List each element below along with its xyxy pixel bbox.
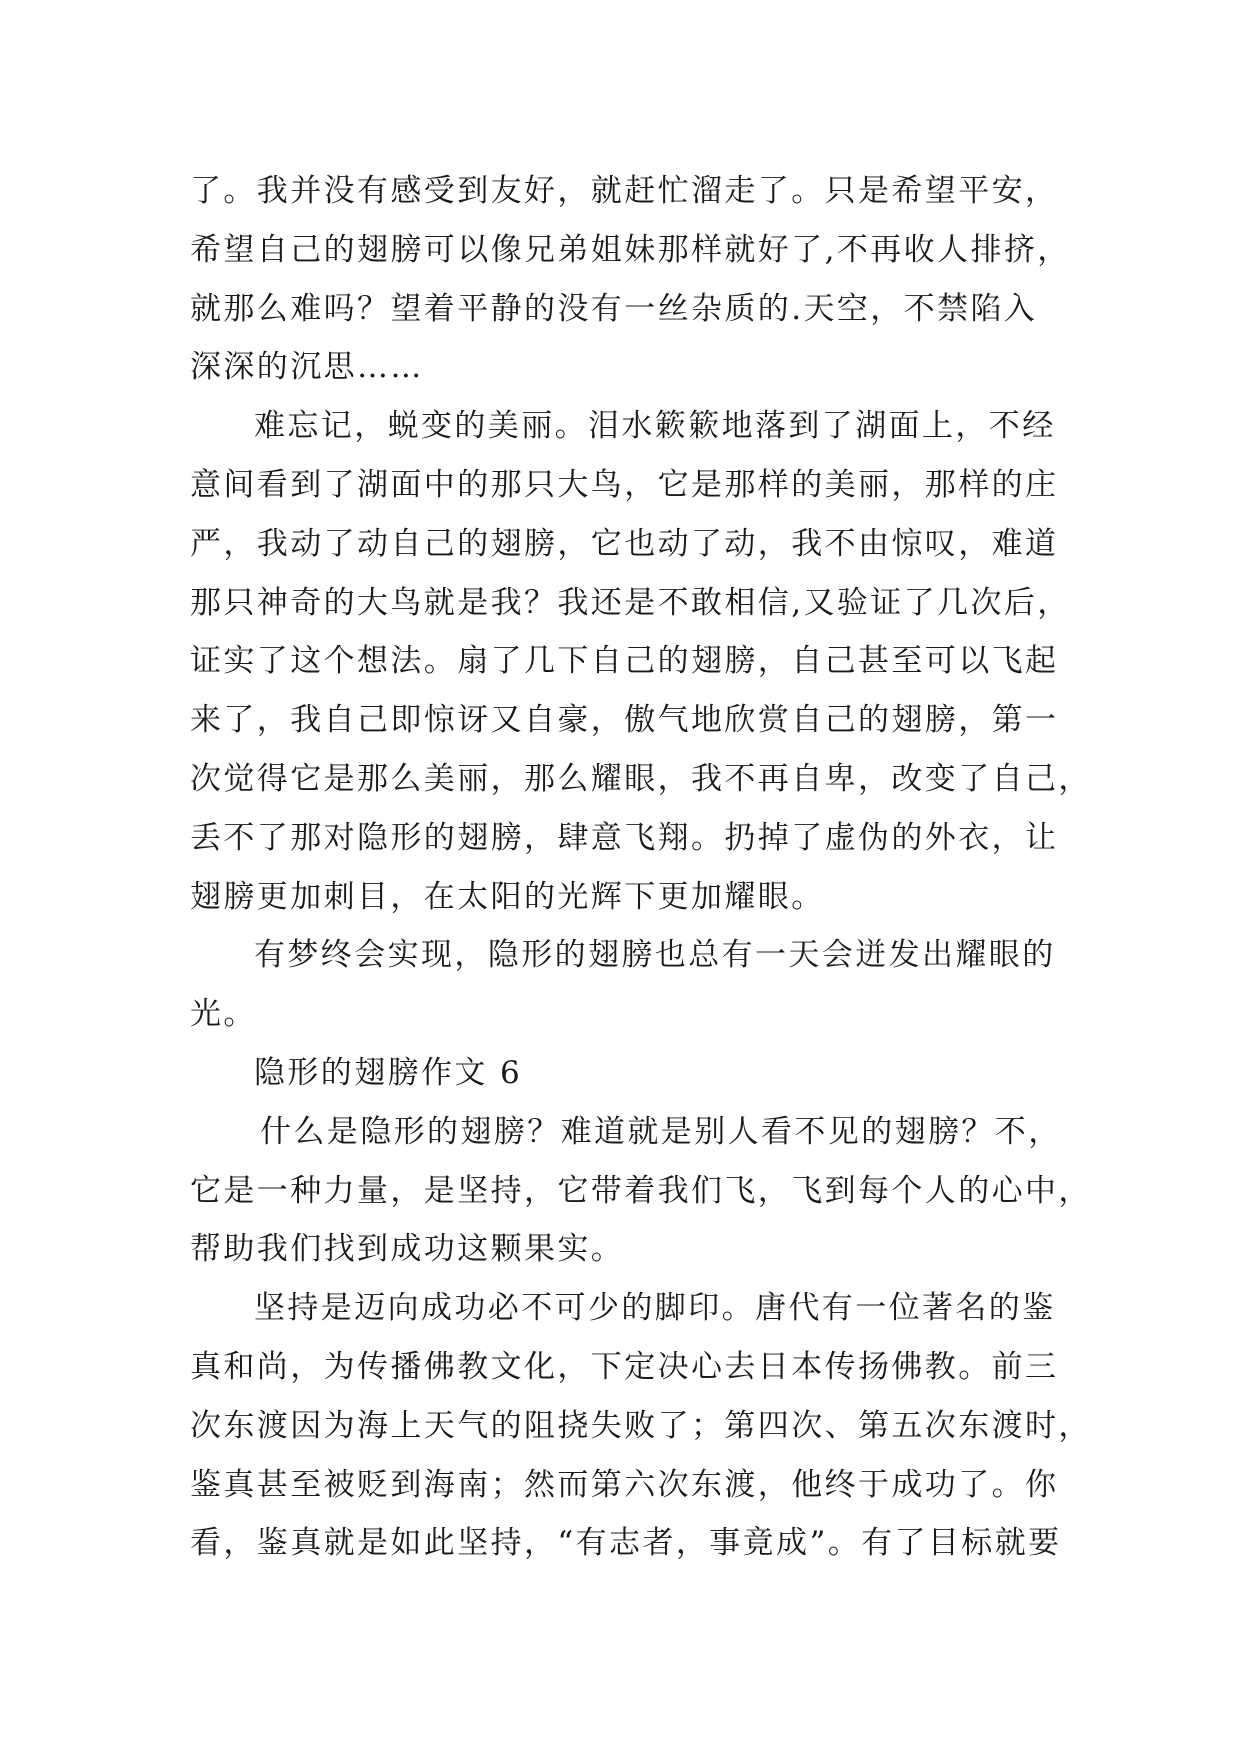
- text-line: 深深的沉思……: [190, 349, 424, 386]
- paragraph-start-line: 难忘记，蜕变的美丽。泪水簌簌地落到了湖面上，不经: [254, 408, 1056, 445]
- paragraph-start-line: 坚持是迈向成功必不可少的脚印。唐代有一位著名的鉴: [254, 1290, 1056, 1327]
- text-line: 光。: [190, 996, 257, 1033]
- text-line: 来了，我自己即惊讶又自豪，傲气地欣赏自己的翅膀，第一: [190, 702, 1059, 739]
- text-line: 它是一种力量，是坚持，它带着我们飞，飞到每个人的心中，: [190, 1172, 1092, 1209]
- text-line: 那只神奇的大鸟就是我？我还是不敢相信,又验证了几次后，: [190, 584, 1071, 621]
- text-line: 严，我动了动自己的翅膀，它也动了动，我不由惊叹，难道: [190, 525, 1059, 562]
- text-line: 希望自己的翅膀可以像兄弟姐妹那样就好了,不再收人排挤，: [190, 231, 1071, 268]
- paragraph-start-line: 有梦终会实现，隐形的翅膀也总有一天会迸发出耀眼的: [254, 937, 1056, 974]
- text-line: 翅膀更加刺目，在太阳的光辉下更加耀眼。: [190, 878, 825, 915]
- paragraph-start-line: 什么是隐形的翅膀？难道就是别人看不见的翅膀？不，: [260, 1113, 1062, 1150]
- text-line: 次东渡因为海上天气的阻挠失败了；第四次、第五次东渡时，: [190, 1407, 1092, 1444]
- text-line: 鉴真甚至被贬到海南；然而第六次东渡，他终于成功了。你: [190, 1466, 1059, 1503]
- text-line: 证实了这个想法。扇了几下自己的翅膀，自己甚至可以飞起: [190, 643, 1059, 680]
- text-line: 真和尚，为传播佛教文化，下定决心去日本传扬佛教。前三: [190, 1348, 1059, 1385]
- text-line: 意间看到了湖面中的那只大鸟，它是那样的美丽，那样的庄: [190, 466, 1059, 503]
- text-line: 看，鉴真就是如此坚持，“有志者，事竟成”。有了目标就要: [190, 1525, 1062, 1562]
- text-line: 丢不了那对隐形的翅膀，肆意飞翔。扔掉了虚伪的外衣，让: [190, 819, 1059, 856]
- text-line: 就那么难吗？望着平静的没有一丝杂质的.天空，不禁陷入: [190, 290, 1038, 327]
- text-line: 了。我并没有感受到友好，就赶忙溜走了。只是希望平安，: [190, 173, 1059, 209]
- essay-text: [190, 162, 1090, 1573]
- text-line: 次觉得它是那么美丽，那么耀眼，我不再自卑，改变了自己，: [190, 760, 1092, 797]
- text-line: 帮助我们找到成功这颗果实。: [190, 1231, 625, 1268]
- section-heading: 隐形的翅膀作文 6: [254, 1054, 523, 1091]
